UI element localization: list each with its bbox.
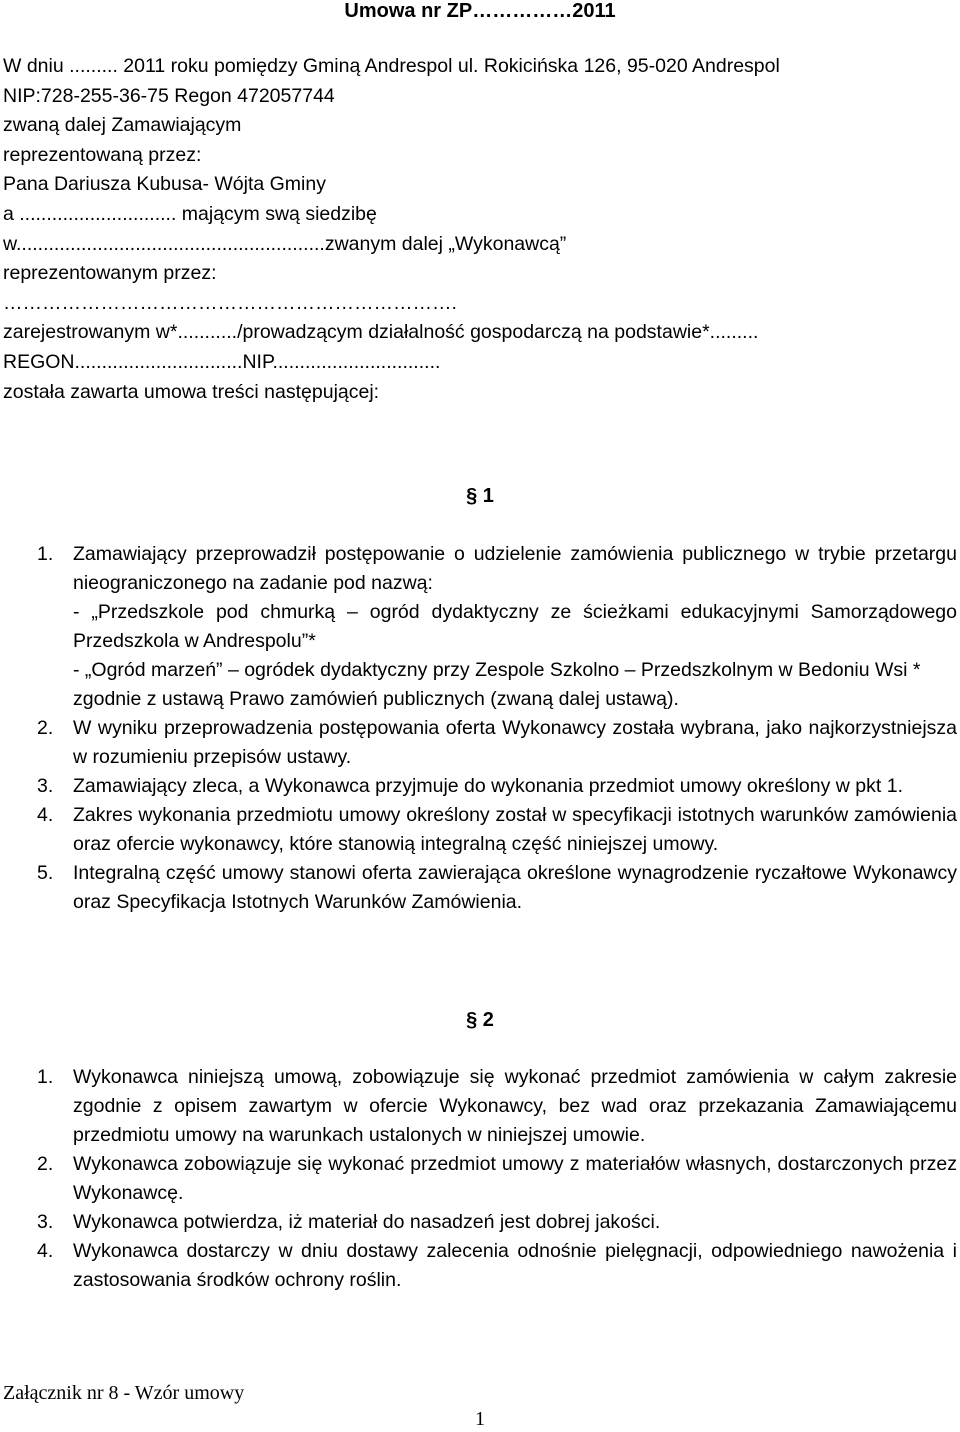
footer-attachment-label: Załącznik nr 8 - Wzór umowy bbox=[3, 1382, 245, 1404]
item-text: Wykonawca niniejszą umową, zobowiązuje się wykonać przedmiot zamówienia w całym zakresie zgodnie z opisem zawartym w ofercie Wykonawcy, bez wad oraz przekazania Zamawiającemu przedmiotu umowy na warunkach ustalonych w niniejszej umowie. bbox=[73, 1066, 957, 1146]
section-2-item bbox=[37, 1208, 957, 1237]
section-1-item bbox=[37, 859, 957, 917]
section-2-item bbox=[37, 1237, 957, 1295]
header-line-represented: reprezentowaną przez: bbox=[3, 143, 202, 166]
header-line-representative: Pana Dariusza Kubusa- Wójta Gminy bbox=[3, 173, 326, 196]
header-line-concluded: została zawarta umowa treści następującej: bbox=[3, 380, 380, 403]
section-2-list bbox=[37, 1063, 957, 1295]
item-text: Zakres wykonania przedmiotu umowy określony został w specyfikacji istotnych warunków zamówienia oraz ofercie wykonawcy, które stanowią integralną część niniejszej umowy. bbox=[73, 804, 957, 855]
item-number: 1. bbox=[37, 1066, 54, 1088]
item-text: Wykonawca dostarczy w dniu dostawy zalecenia odnośnie pielęgnacji, odpowiedniego nawożenia i zastosowania środków ochrony roślin. bbox=[73, 1240, 957, 1291]
item-number: 5. bbox=[37, 862, 54, 884]
section-2-heading: § 2 bbox=[466, 1009, 494, 1031]
item-text: W wyniku przeprowadzenia postępowania oferta Wykonawcy została wybrana, jako najkorzystniejsza w rozumieniu przepisów ustawy. bbox=[73, 717, 957, 768]
item-number: 3. bbox=[37, 775, 54, 797]
page-number: 1 bbox=[475, 1408, 485, 1430]
item-text: Zamawiający przeprowadził postępowanie o udzielenie zamówienia publicznego w trybie przetargu nieograniczonego na zadanie pod nazwą: bbox=[73, 543, 957, 594]
header-line-regon-nip: REGON...............................NIP............................... bbox=[3, 350, 441, 373]
header-line-zamawiajacy: zwaną dalej Zamawiającym bbox=[3, 114, 242, 137]
header-line-seat: a ............................. mającym swą siedzibę bbox=[3, 202, 377, 225]
section-1-item bbox=[37, 801, 957, 859]
header-line-registered: zarejestrowanym w*.........../prowadzącym działalność gospodarczą na podstawie*......... bbox=[3, 321, 759, 344]
item-option-2: - „Ogród marzeń” – ogródek dydaktyczny przy Zespole Szkolno – Przedszkolnym w Bedoniu Wsi * bbox=[73, 659, 921, 681]
item-number: 4. bbox=[37, 804, 54, 826]
header-line-date: W dniu ......... 2011 roku pomiędzy Gminą Andrespol ul. Rokicińska 126, 95-020 Andrespol bbox=[3, 55, 780, 77]
header-line-contractor-represented: reprezentowanym przez: bbox=[3, 262, 217, 285]
item-number: 3. bbox=[37, 1211, 54, 1233]
item-number: 2. bbox=[37, 717, 54, 739]
item-text: Wykonawca zobowiązuje się wykonać przedmiot umowy z materiałów własnych, dostarczonych przez Wykonawcę. bbox=[73, 1153, 957, 1204]
section-1-item bbox=[37, 772, 957, 801]
section-1-item bbox=[37, 540, 957, 714]
item-number: 2. bbox=[37, 1153, 54, 1175]
item-text: Wykonawca potwierdza, iż materiał do nasadzeń jest dobrej jakości. bbox=[73, 1211, 661, 1233]
section-1-heading: § 1 bbox=[466, 485, 494, 507]
header-line-blank: ……………………………………………………………. bbox=[3, 291, 457, 314]
item-text: Integralną część umowy stanowi oferta zawierająca określone wynagrodzenie ryczałtowe Wykonawcy oraz Specyfikacja Istotnych Warunków Zamówienia. bbox=[73, 862, 957, 913]
item-text-legal-basis: zgodnie z ustawą Prawo zamówień publicznych (zwaną dalej ustawą). bbox=[73, 688, 679, 710]
section-1-list bbox=[37, 540, 957, 917]
item-number: 4. bbox=[37, 1240, 54, 1262]
section-1-item bbox=[37, 714, 957, 772]
item-number: 1. bbox=[37, 543, 54, 565]
section-2-item bbox=[37, 1150, 957, 1208]
header-line-wykonawca: w.........................................................zwanym dalej „Wykonawcą” bbox=[3, 232, 567, 255]
contract-title: Umowa nr ZP……………2011 bbox=[344, 0, 616, 22]
header-line-nip: NIP:728-255-36-75 Regon 472057744 bbox=[3, 84, 335, 107]
section-2-item bbox=[37, 1063, 957, 1150]
item-text: Zamawiający zleca, a Wykonawca przyjmuje do wykonania przedmiot umowy określony w pkt 1. bbox=[73, 775, 903, 797]
item-option-1: - „Przedszkole pod chmurką – ogród dydaktyczny ze ścieżkami edukacyjnymi Samorządowego Przedszkola w Andrespolu”* bbox=[73, 601, 957, 652]
parties-header bbox=[3, 52, 953, 407]
